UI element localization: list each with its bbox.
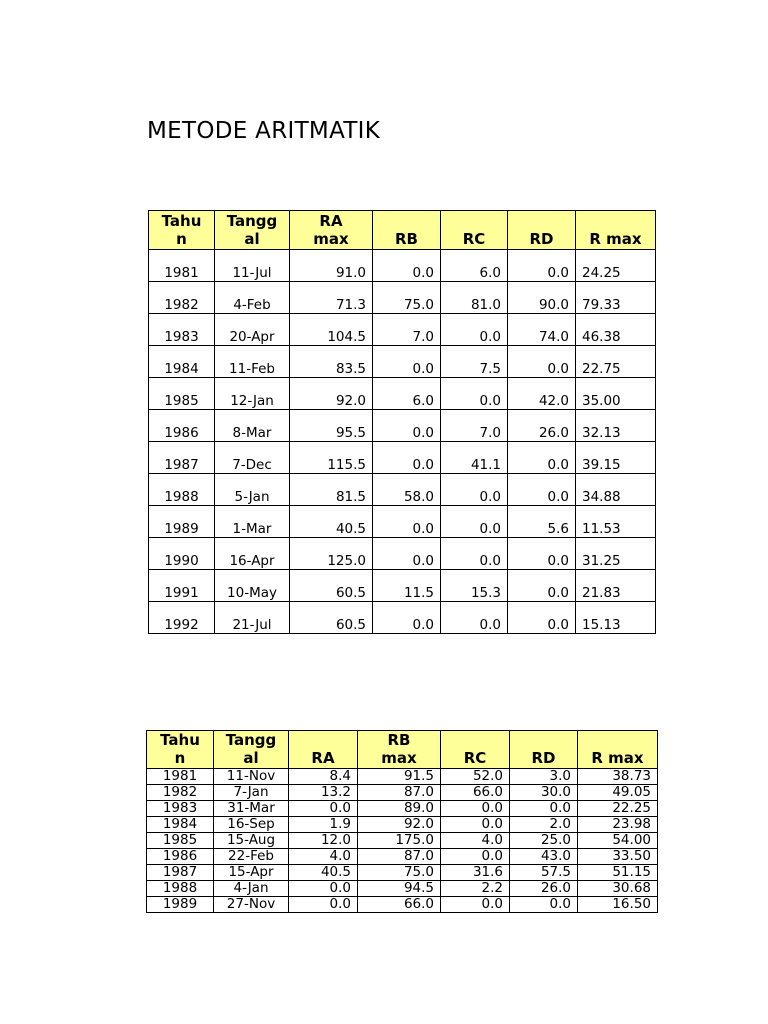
table-cell: 60.5: [290, 602, 373, 634]
table-cell: 1988: [149, 474, 215, 506]
table-cell: 1983: [149, 314, 215, 346]
table-cell: 11.53: [576, 506, 656, 538]
table-cell: 1989: [147, 897, 214, 913]
table-cell: 89.0: [358, 801, 441, 817]
table-row: [149, 410, 656, 442]
table-cell: 15.3: [441, 570, 508, 602]
table-cell: 91.5: [358, 769, 441, 785]
table-cell: 15-Aug: [214, 833, 289, 849]
table-row: [149, 538, 656, 570]
table-cell: 125.0: [290, 538, 373, 570]
table-cell: 0.0: [441, 506, 508, 538]
table-cell: 75.0: [358, 865, 441, 881]
table-cell: 21-Jul: [215, 602, 290, 634]
table-cell: 7.0: [373, 314, 441, 346]
table-cell: 46.38: [576, 314, 656, 346]
column-header: Tahu n: [149, 211, 215, 250]
table-cell: 0.0: [508, 250, 576, 282]
table-cell: 31.6: [441, 865, 510, 881]
table-cell: 1985: [149, 378, 215, 410]
table-row: [147, 817, 658, 833]
table-cell: 12-Jan: [215, 378, 290, 410]
table-cell: 22.25: [578, 801, 658, 817]
table-cell: 34.88: [576, 474, 656, 506]
table-cell: 26.0: [508, 410, 576, 442]
table-cell: 11-Feb: [215, 346, 290, 378]
table-cell: 0.0: [508, 602, 576, 634]
table-cell: 83.5: [290, 346, 373, 378]
table-cell: 58.0: [373, 474, 441, 506]
table-cell: 2.0: [510, 817, 578, 833]
table-cell: 4-Jan: [214, 881, 289, 897]
column-header: Tangg al: [215, 211, 290, 250]
table-row: [147, 881, 658, 897]
table-cell: 5-Jan: [215, 474, 290, 506]
table-cell: 92.0: [290, 378, 373, 410]
table-1-header: [149, 211, 656, 250]
column-header: R max: [578, 731, 658, 769]
table-cell: 11-Nov: [214, 769, 289, 785]
table-cell: 6.0: [373, 378, 441, 410]
table-cell: 27-Nov: [214, 897, 289, 913]
table-cell: 31.25: [576, 538, 656, 570]
table-2-body: [147, 769, 658, 913]
table-cell: 4.0: [289, 849, 358, 865]
table-cell: 94.5: [358, 881, 441, 897]
table-cell: 66.0: [358, 897, 441, 913]
table-cell: 1990: [149, 538, 215, 570]
table-row: [149, 378, 656, 410]
table-row: [149, 314, 656, 346]
column-header: R max: [576, 211, 656, 250]
table-row: [149, 282, 656, 314]
table-cell: 42.0: [508, 378, 576, 410]
table-cell: 0.0: [373, 250, 441, 282]
table-row: [149, 506, 656, 538]
table-cell: 0.0: [441, 314, 508, 346]
data-table-2: [146, 730, 658, 913]
table-cell: 0.0: [373, 410, 441, 442]
table-cell: 0.0: [373, 538, 441, 570]
table-cell: 2.2: [441, 881, 510, 897]
table-cell: 15-Apr: [214, 865, 289, 881]
table-cell: 51.15: [578, 865, 658, 881]
table-cell: 1.9: [289, 817, 358, 833]
table-cell: 15.13: [576, 602, 656, 634]
table-cell: 81.5: [290, 474, 373, 506]
table-cell: 1986: [147, 849, 214, 865]
table-cell: 52.0: [441, 769, 510, 785]
table-cell: 11.5: [373, 570, 441, 602]
table-cell: 91.0: [290, 250, 373, 282]
table-cell: 4.0: [441, 833, 510, 849]
table-cell: 1981: [149, 250, 215, 282]
table-cell: 1982: [149, 282, 215, 314]
table-cell: 38.73: [578, 769, 658, 785]
table-cell: 0.0: [289, 897, 358, 913]
table-cell: 0.0: [441, 474, 508, 506]
table-cell: 0.0: [289, 881, 358, 897]
table-cell: 49.05: [578, 785, 658, 801]
table-cell: 0.0: [441, 817, 510, 833]
table-cell: 1992: [149, 602, 215, 634]
table-cell: 25.0: [510, 833, 578, 849]
table-row: [149, 602, 656, 634]
table-cell: 23.98: [578, 817, 658, 833]
table-cell: 22-Feb: [214, 849, 289, 865]
column-header: RC: [441, 731, 510, 769]
table-1-body: [149, 250, 656, 634]
table-cell: 0.0: [441, 801, 510, 817]
table-2-header: [147, 731, 658, 769]
table-cell: 0.0: [373, 442, 441, 474]
table-cell: 7.0: [441, 410, 508, 442]
table-cell: 92.0: [358, 817, 441, 833]
column-header: RA max: [290, 211, 373, 250]
table-cell: 1988: [147, 881, 214, 897]
table-cell: 0.0: [373, 602, 441, 634]
table-cell: 87.0: [358, 785, 441, 801]
table-cell: 40.5: [290, 506, 373, 538]
table-cell: 1-Mar: [215, 506, 290, 538]
table-cell: 11-Jul: [215, 250, 290, 282]
table-cell: 1984: [149, 346, 215, 378]
table-cell: 43.0: [510, 849, 578, 865]
table-cell: 31-Mar: [214, 801, 289, 817]
table-row: [147, 801, 658, 817]
table-row: [149, 474, 656, 506]
table-cell: 30.0: [510, 785, 578, 801]
table-cell: 0.0: [441, 849, 510, 865]
table-cell: 71.3: [290, 282, 373, 314]
table-cell: 1986: [149, 410, 215, 442]
table-cell: 0.0: [441, 897, 510, 913]
table-cell: 1987: [147, 865, 214, 881]
table-cell: 16-Apr: [215, 538, 290, 570]
table-cell: 90.0: [508, 282, 576, 314]
table-cell: 60.5: [290, 570, 373, 602]
table-cell: 7-Dec: [215, 442, 290, 474]
table-row: [149, 346, 656, 378]
table-row: [147, 849, 658, 865]
table-cell: 12.0: [289, 833, 358, 849]
table-cell: 104.5: [290, 314, 373, 346]
table-row: [147, 897, 658, 913]
column-header: RA: [289, 731, 358, 769]
table-cell: 22.75: [576, 346, 656, 378]
table-cell: 8-Mar: [215, 410, 290, 442]
table-cell: 6.0: [441, 250, 508, 282]
table-cell: 0.0: [508, 538, 576, 570]
table-cell: 0.0: [373, 506, 441, 538]
table-cell: 16-Sep: [214, 817, 289, 833]
table-cell: 66.0: [441, 785, 510, 801]
column-header: Tangg al: [214, 731, 289, 769]
table-cell: 4-Feb: [215, 282, 290, 314]
table-cell: 33.50: [578, 849, 658, 865]
table-cell: 7-Jan: [214, 785, 289, 801]
table-row: [149, 250, 656, 282]
table-row: [147, 865, 658, 881]
table-cell: 10-May: [215, 570, 290, 602]
table-cell: 1982: [147, 785, 214, 801]
table-cell: 95.5: [290, 410, 373, 442]
table-row: [147, 833, 658, 849]
table-cell: 41.1: [441, 442, 508, 474]
table-cell: 1984: [147, 817, 214, 833]
table-cell: 24.25: [576, 250, 656, 282]
column-header: RD: [508, 211, 576, 250]
column-header: Tahu n: [147, 731, 214, 769]
table-cell: 40.5: [289, 865, 358, 881]
table-cell: 0.0: [441, 378, 508, 410]
table-cell: 0.0: [508, 474, 576, 506]
table-cell: 1981: [147, 769, 214, 785]
table-cell: 8.4: [289, 769, 358, 785]
column-header: RB: [373, 211, 441, 250]
table-cell: 175.0: [358, 833, 441, 849]
page-title: METODE ARITMATIK: [147, 118, 381, 144]
table-cell: 7.5: [441, 346, 508, 378]
table-cell: 20-Apr: [215, 314, 290, 346]
table-cell: 0.0: [441, 602, 508, 634]
table-cell: 1987: [149, 442, 215, 474]
table-cell: 81.0: [441, 282, 508, 314]
table-cell: 0.0: [510, 801, 578, 817]
table-cell: 115.5: [290, 442, 373, 474]
data-table-1: [148, 210, 656, 634]
column-header: RD: [510, 731, 578, 769]
table-cell: 57.5: [510, 865, 578, 881]
table-cell: 39.15: [576, 442, 656, 474]
table-cell: 0.0: [510, 897, 578, 913]
table-cell: 1989: [149, 506, 215, 538]
table-cell: 0.0: [441, 538, 508, 570]
table-cell: 54.00: [578, 833, 658, 849]
table-cell: 87.0: [358, 849, 441, 865]
table-row: [147, 785, 658, 801]
column-header: RB max: [358, 731, 441, 769]
table-cell: 0.0: [289, 801, 358, 817]
table-cell: 79.33: [576, 282, 656, 314]
table-cell: 3.0: [510, 769, 578, 785]
column-header: RC: [441, 211, 508, 250]
table-row: [147, 769, 658, 785]
table-row: [149, 442, 656, 474]
table-cell: 75.0: [373, 282, 441, 314]
table-cell: 74.0: [508, 314, 576, 346]
table-cell: 0.0: [508, 346, 576, 378]
table-cell: 16.50: [578, 897, 658, 913]
table-cell: 32.13: [576, 410, 656, 442]
table-cell: 26.0: [510, 881, 578, 897]
table-cell: 0.0: [508, 442, 576, 474]
table-cell: 35.00: [576, 378, 656, 410]
table-cell: 13.2: [289, 785, 358, 801]
table-cell: 21.83: [576, 570, 656, 602]
table-cell: 1991: [149, 570, 215, 602]
table-cell: 30.68: [578, 881, 658, 897]
table-cell: 5.6: [508, 506, 576, 538]
table-cell: 0.0: [373, 346, 441, 378]
table-row: [149, 570, 656, 602]
table-cell: 0.0: [508, 570, 576, 602]
table-cell: 1985: [147, 833, 214, 849]
table-cell: 1983: [147, 801, 214, 817]
